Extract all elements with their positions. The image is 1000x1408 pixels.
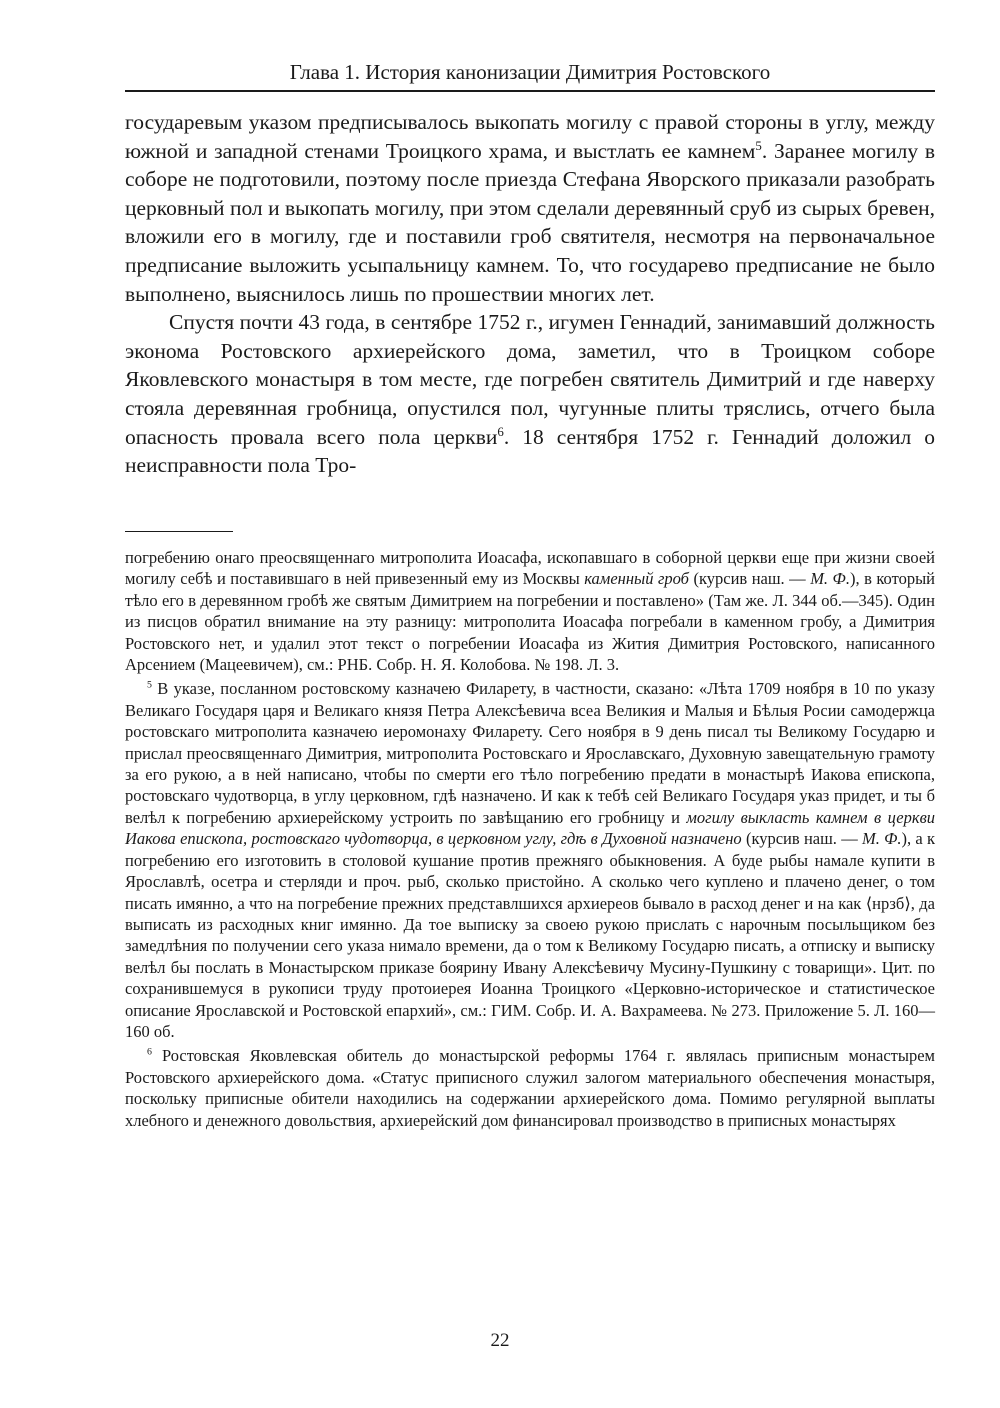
running-header [125, 56, 935, 92]
footnote-6: $^6$ Ростовская Яковлевская обитель до монастырской реформы 1764 г. являлась приписным монастырем Ростовского архиерейского дома. «Статус приписного служил залогом материального обеспечения монастыря, поскольку приписные обители находились на содержании архиерейского дома. Помимо регулярной выплаты хлебного и денежного довольствия, архиерейский дом финансировал производство в приписных монастырях [125, 1046, 935, 1130]
footnote-5: $^5$ В указе, посланном ростовскому казначею Филарету, в частности, сказано: «Лѣта 1709 ноября в 10 по указу Великаго Государя царя и Великаго князя Петра Алексѣевича всеа Великия и Малыя и Бѣлыя Росии самодержца ростовскаго митрополита казначею иеромонаху Филарету. Сего ноября в 9 день писал ты Великому Государю и прислал преосвященнаго Димитрия, митрополита Ростовскаго и Ярославскаго, Духовную завещательную грамоту за его рукою, а в ней написано, чтобы по смерти его тѣло погребению предати в монастырѣ Иакова епископа, ростовскаго чудотворца, в углу церковном, гдѣ назначено. И как к тебѣ сей Великаго Государя указ придет, и ты б велѣл к погребению архиерейскому устроить по завѣщанию его гробницу и могилу выкласть камнем в церкви Иакова епископа, ростовскаго чудотворца, в церковном углу, гдѣ в Духовной назначено (курсив наш. — М. Ф.), а к погребению его изготовить в столовой кушание против прежняго обыкновения. А буде рыбы намале купити в Ярославлѣ, осетра и стерляди и проч. рыб, сколько пристойно. А сколько чего куплено и плачено денег, о том писать имянно, а что на погребение прежних представлшихся архиереов бывало в расход денег и на как ⟨нрзб⟩, да выписать из расходных книг имянно. Да тое выписку за своею рукою прислать с нарочным посыльщиком без замедлѣния по получении сего указа нимало времени, да о том к Великому Государю писать, а отписку и выписку велѣл бы послать в Монастырском приказе боярину Ивану Алексѣевичу Мусину-Пушкину с товарищи». Цит. по сохранившемуся в рукописи труду протоиерея Иоанна Троицкого «Церковно-историческое и статистическое описание Ярославской и Ростовской епархий», см.: ГИМ. Собр. И. А. Вахрамеева. № 273. Приложение 5. Л. 160—160 об. [125, 679, 936, 1041]
footnotes [125, 547, 935, 1134]
footnote-5-number: 5 [147, 679, 152, 691]
paragraph-2: Спустя почти 43 года, в сентябре 1752 г., игумен Геннадий, занимавший должность эконома Ростовского архиерейского дома, заметил, что в Троицком соборе Яковлевского монастыря в том месте, где погребен святитель Димитрий и где наверху стояла деревянная гробница, опустился пол, чугунные плиты тряслись, отчего была опасность провала всего пола церкви$^6$. 18 сентября 1752 г. Геннадий доложил о неисправности пола Тро- [125, 310, 935, 478]
footnote-ref-5: 5 [755, 138, 762, 153]
footnote-6-number: 6 [147, 1046, 152, 1058]
footnote-ref-6: 6 [497, 424, 504, 439]
paragraph-1: государевым указом предписывалось выкопать могилу с правой стороны в углу, между южной и западной стенами Троицкого храма, и выстлать ее камнем$^5$. Заранее могилу в соборе не подготовили, поэтому после приезда Стефана Яворского приказали разобрать церковный пол и выкопать могилу, при этом сделали деревянный сруб из сырых бревен, вложили его в могилу, где и поставили гроб святителя, несмотря на первоначальное предписание выложить усыпальницу камнем. То, что государево предписание не было выполнено, выяснилось лишь по прошествии многих лет. [125, 110, 935, 306]
page-number: 22 [490, 1330, 510, 1351]
footnote-separator [125, 531, 233, 532]
main-text [125, 108, 935, 480]
running-header-title: Глава 1. История канонизации Димитрия Ростовского [289, 60, 771, 84]
footnote-continued: погребению онаго преосвященнаго митрополита Иоасафа, ископавшаго в соборной церкви еще при жизни своей могилу себѣ и поставившаго в ней привезенный ему из Москвы каменный гроб (курсив наш. — М. Ф.), в который тѣло его в деревянном гробѣ же святым Димитрием на погребении и поставлено» (Там же. Л. 344 об.—345). Один из писцов обратил внимание на эту разницу: митрополита Иоасафа погребали в каменном гробу, а Димитрия Ростовского нет, и удалил этот текст о погребении Иоасафа из Жития Димитрия Ростовского, написанного Арсением (Мацеевичем), см.: РНБ. Собр. Н. Я. Колобова. № 198. Л. 3. [125, 548, 935, 675]
